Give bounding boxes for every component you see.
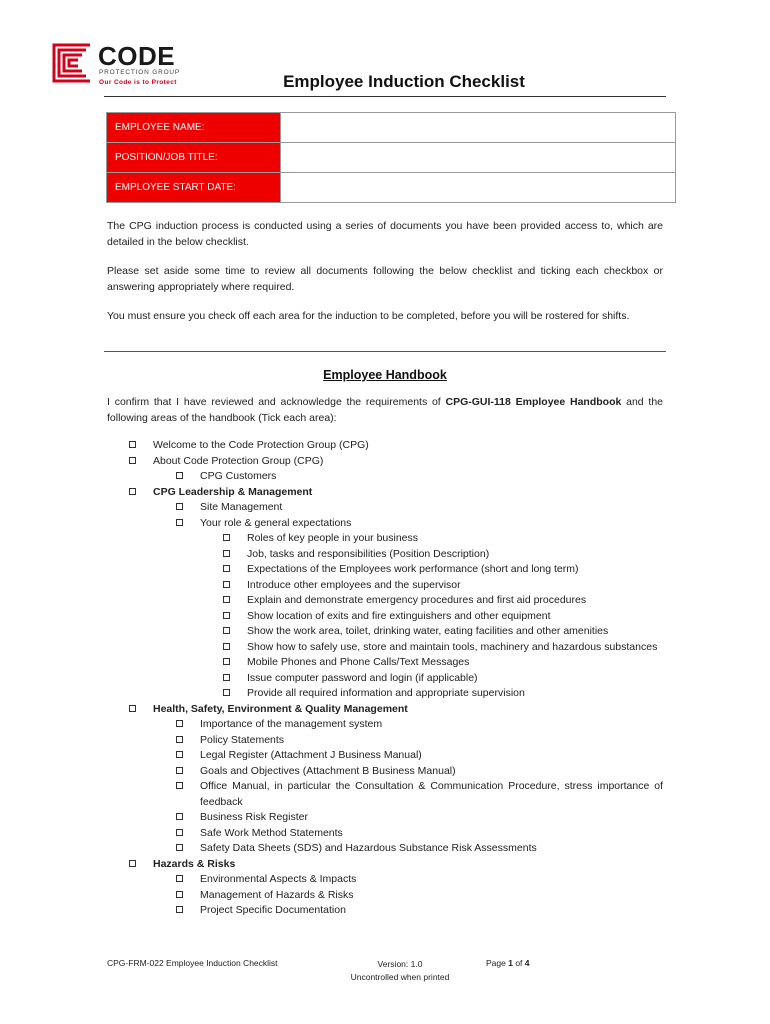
induction-checklist (0, 438, 770, 919)
intro-paragraph-1: The CPG induction process is conducted using a series of documents you have been provided access to, which are detailed in the below checklist. (107, 220, 663, 248)
checklist-item (0, 779, 770, 810)
checkbox[interactable] (176, 875, 183, 882)
position-title-label: POSITION/JOB TITLE: (107, 143, 281, 173)
position-title-field[interactable] (281, 143, 676, 173)
checklist-item-label: Safety Data Sheets (SDS) and Hazardous Substance Risk Assessments (200, 842, 537, 854)
checkbox[interactable] (223, 612, 230, 619)
table-row (107, 113, 676, 143)
section-divider (104, 351, 666, 352)
checklist-item-label: Legal Register (Attachment J Business Manual) (200, 749, 422, 761)
checklist-item (0, 686, 770, 702)
handbook-confirmation (107, 395, 663, 426)
checklist-item (0, 454, 770, 470)
footer-version: Version: 1.0 (377, 959, 423, 969)
checkbox[interactable] (176, 767, 183, 774)
checklist-item (0, 531, 770, 547)
start-date-field[interactable] (281, 173, 676, 203)
checklist-item-label: CPG Leadership & Management (153, 485, 313, 498)
checklist-item-label: Job, tasks and responsibilities (Position Description) (247, 547, 490, 560)
checklist-item-label: Project Specific Documentation (200, 904, 346, 916)
page-current: 1 (508, 958, 513, 968)
checkbox[interactable] (176, 782, 183, 789)
checklist-item (0, 438, 770, 454)
checkbox[interactable] (176, 503, 183, 510)
logo-subtitle: PROTECTION GROUP (99, 69, 181, 76)
checkbox[interactable] (176, 736, 183, 743)
checklist-item-label: Show how to safely use, store and maintain tools, machinery and hazardous substances (247, 640, 658, 653)
checklist-item-label: Issue computer password and login (if applicable) (247, 671, 478, 684)
checklist-item (0, 857, 770, 873)
employee-info-table (106, 112, 676, 203)
checkbox[interactable] (176, 906, 183, 913)
checkbox[interactable] (223, 674, 230, 681)
checklist-item-label: Safe Work Method Statements (200, 826, 343, 839)
employee-name-label: EMPLOYEE NAME: (107, 113, 281, 143)
checklist-item-label: Site Management (200, 501, 283, 513)
checklist-item-label: Importance of the management system (200, 718, 383, 730)
checkbox[interactable] (176, 720, 183, 727)
checkbox[interactable] (176, 813, 183, 820)
checklist-item (0, 500, 770, 516)
intro-paragraph-2: Please set aside some time to review all documents following the below checklist and ticking each checkbox or answering appropriately where required. (107, 265, 663, 293)
checkbox[interactable] (129, 705, 136, 712)
confirm-text-post: and the following areas of the handbook (Tick each area): (107, 396, 664, 424)
footer-version-block (330, 958, 470, 984)
checklist-item (0, 733, 770, 749)
checklist-item-label: About Code Protection Group (CPG) (153, 454, 324, 467)
checkbox[interactable] (129, 860, 136, 867)
checklist-item-label: CPG Customers (200, 470, 277, 482)
checklist-item (0, 903, 770, 919)
checklist-item-label: Business Risk Register (200, 811, 308, 823)
checkbox[interactable] (176, 844, 183, 851)
checklist-item-label: Goals and Objectives (Attachment B Business Manual) (200, 764, 456, 777)
checklist-item-label: Environmental Aspects & Impacts (200, 873, 357, 885)
checklist-item (0, 702, 770, 718)
code-logo-icon (52, 43, 92, 83)
checkbox[interactable] (129, 441, 136, 448)
document-title: Employee Induction Checklist (283, 72, 525, 91)
footer-page-number (486, 958, 530, 968)
checkbox[interactable] (176, 751, 183, 758)
title-divider (104, 96, 666, 97)
checklist-item (0, 764, 770, 780)
checklist-item (0, 872, 770, 888)
checkbox[interactable] (223, 565, 230, 572)
intro-paragraph-3: You must ensure you check off each area for the induction to be completed, before you will be rostered for shifts. (107, 310, 630, 322)
checklist-item (0, 717, 770, 733)
checklist-item (0, 655, 770, 671)
checklist-item-label: Your role & general expectations (200, 516, 352, 529)
confirm-text-pre: I confirm that I have reviewed and acknowledge the requirements of (107, 396, 446, 408)
checklist-item-label: Expectations of the Employees work performance (short and long term) (247, 563, 579, 575)
footer-doc-code: CPG-FRM-022 Employee Induction Checklist (107, 958, 278, 968)
page-total: 4 (524, 958, 530, 968)
page-label: Page (486, 958, 509, 968)
checkbox[interactable] (223, 689, 230, 696)
checklist-item (0, 593, 770, 609)
checkbox[interactable] (176, 519, 183, 526)
checklist-item (0, 748, 770, 764)
start-date-label: EMPLOYEE START DATE: (107, 173, 281, 203)
footer-uncontrolled: Uncontrolled when printed (350, 972, 450, 982)
checkbox[interactable] (223, 534, 230, 541)
checklist-item (0, 810, 770, 826)
checklist-item-label: Welcome to the Code Protection Group (CPG) (153, 439, 369, 451)
table-row (107, 143, 676, 173)
checklist-item (0, 516, 770, 532)
checkbox[interactable] (176, 472, 183, 479)
checkbox[interactable] (176, 891, 183, 898)
checkbox[interactable] (223, 658, 230, 665)
table-row (107, 173, 676, 203)
checklist-item-label: Show the work area, toilet, drinking water, eating facilities and other amenities (247, 625, 609, 637)
page-of: of (512, 958, 525, 968)
handbook-heading: Employee Handbook (323, 368, 447, 382)
checklist-item-label: Hazards & Risks (153, 857, 236, 870)
checklist-item (0, 609, 770, 625)
checkbox[interactable] (223, 581, 230, 588)
checkbox[interactable] (223, 627, 230, 634)
checklist-item (0, 826, 770, 842)
checklist-item (0, 841, 770, 857)
checklist-item-label: Explain and demonstrate emergency procedures and first aid procedures (247, 594, 587, 606)
checklist-item (0, 547, 770, 563)
company-logo (52, 43, 182, 89)
checklist-item (0, 671, 770, 687)
checklist-item (0, 578, 770, 594)
checklist-item (0, 624, 770, 640)
checklist-item-label: Policy Statements (200, 733, 285, 746)
checkbox[interactable] (176, 829, 183, 836)
checklist-item (0, 640, 770, 656)
checklist-item-label: Roles of key people in your business (247, 532, 419, 544)
employee-name-field[interactable] (281, 113, 676, 143)
checklist-item-label: Mobile Phones and Phone Calls/Text Messages (247, 656, 470, 668)
checkbox[interactable] (129, 488, 136, 495)
checkbox[interactable] (223, 550, 230, 557)
handbook-doc-reference: CPG-GUI-118 Employee Handbook (445, 396, 622, 408)
checklist-item (0, 485, 770, 501)
logo-tagline: Our Code is to Protect (99, 79, 177, 86)
checkbox[interactable] (129, 457, 136, 464)
checklist-item (0, 562, 770, 578)
checklist-item (0, 888, 770, 904)
checklist-item-label: Management of Hazards & Risks (200, 888, 354, 901)
logo-wordmark: CODE (98, 41, 176, 71)
checklist-item-label: Introduce other employees and the supervisor (247, 578, 461, 591)
checklist-item-label: Show location of exits and fire extinguishers and other equipment (247, 609, 551, 622)
checklist-item-label: Health, Safety, Environment & Quality Management (153, 702, 408, 715)
checkbox[interactable] (223, 643, 230, 650)
checklist-item-label: Provide all required information and appropriate supervision (247, 687, 525, 699)
checklist-item (0, 469, 770, 485)
checkbox[interactable] (223, 596, 230, 603)
checklist-item-label: Office Manual, in particular the Consultation & Communication Procedure, stress importance of feedback (200, 780, 663, 808)
